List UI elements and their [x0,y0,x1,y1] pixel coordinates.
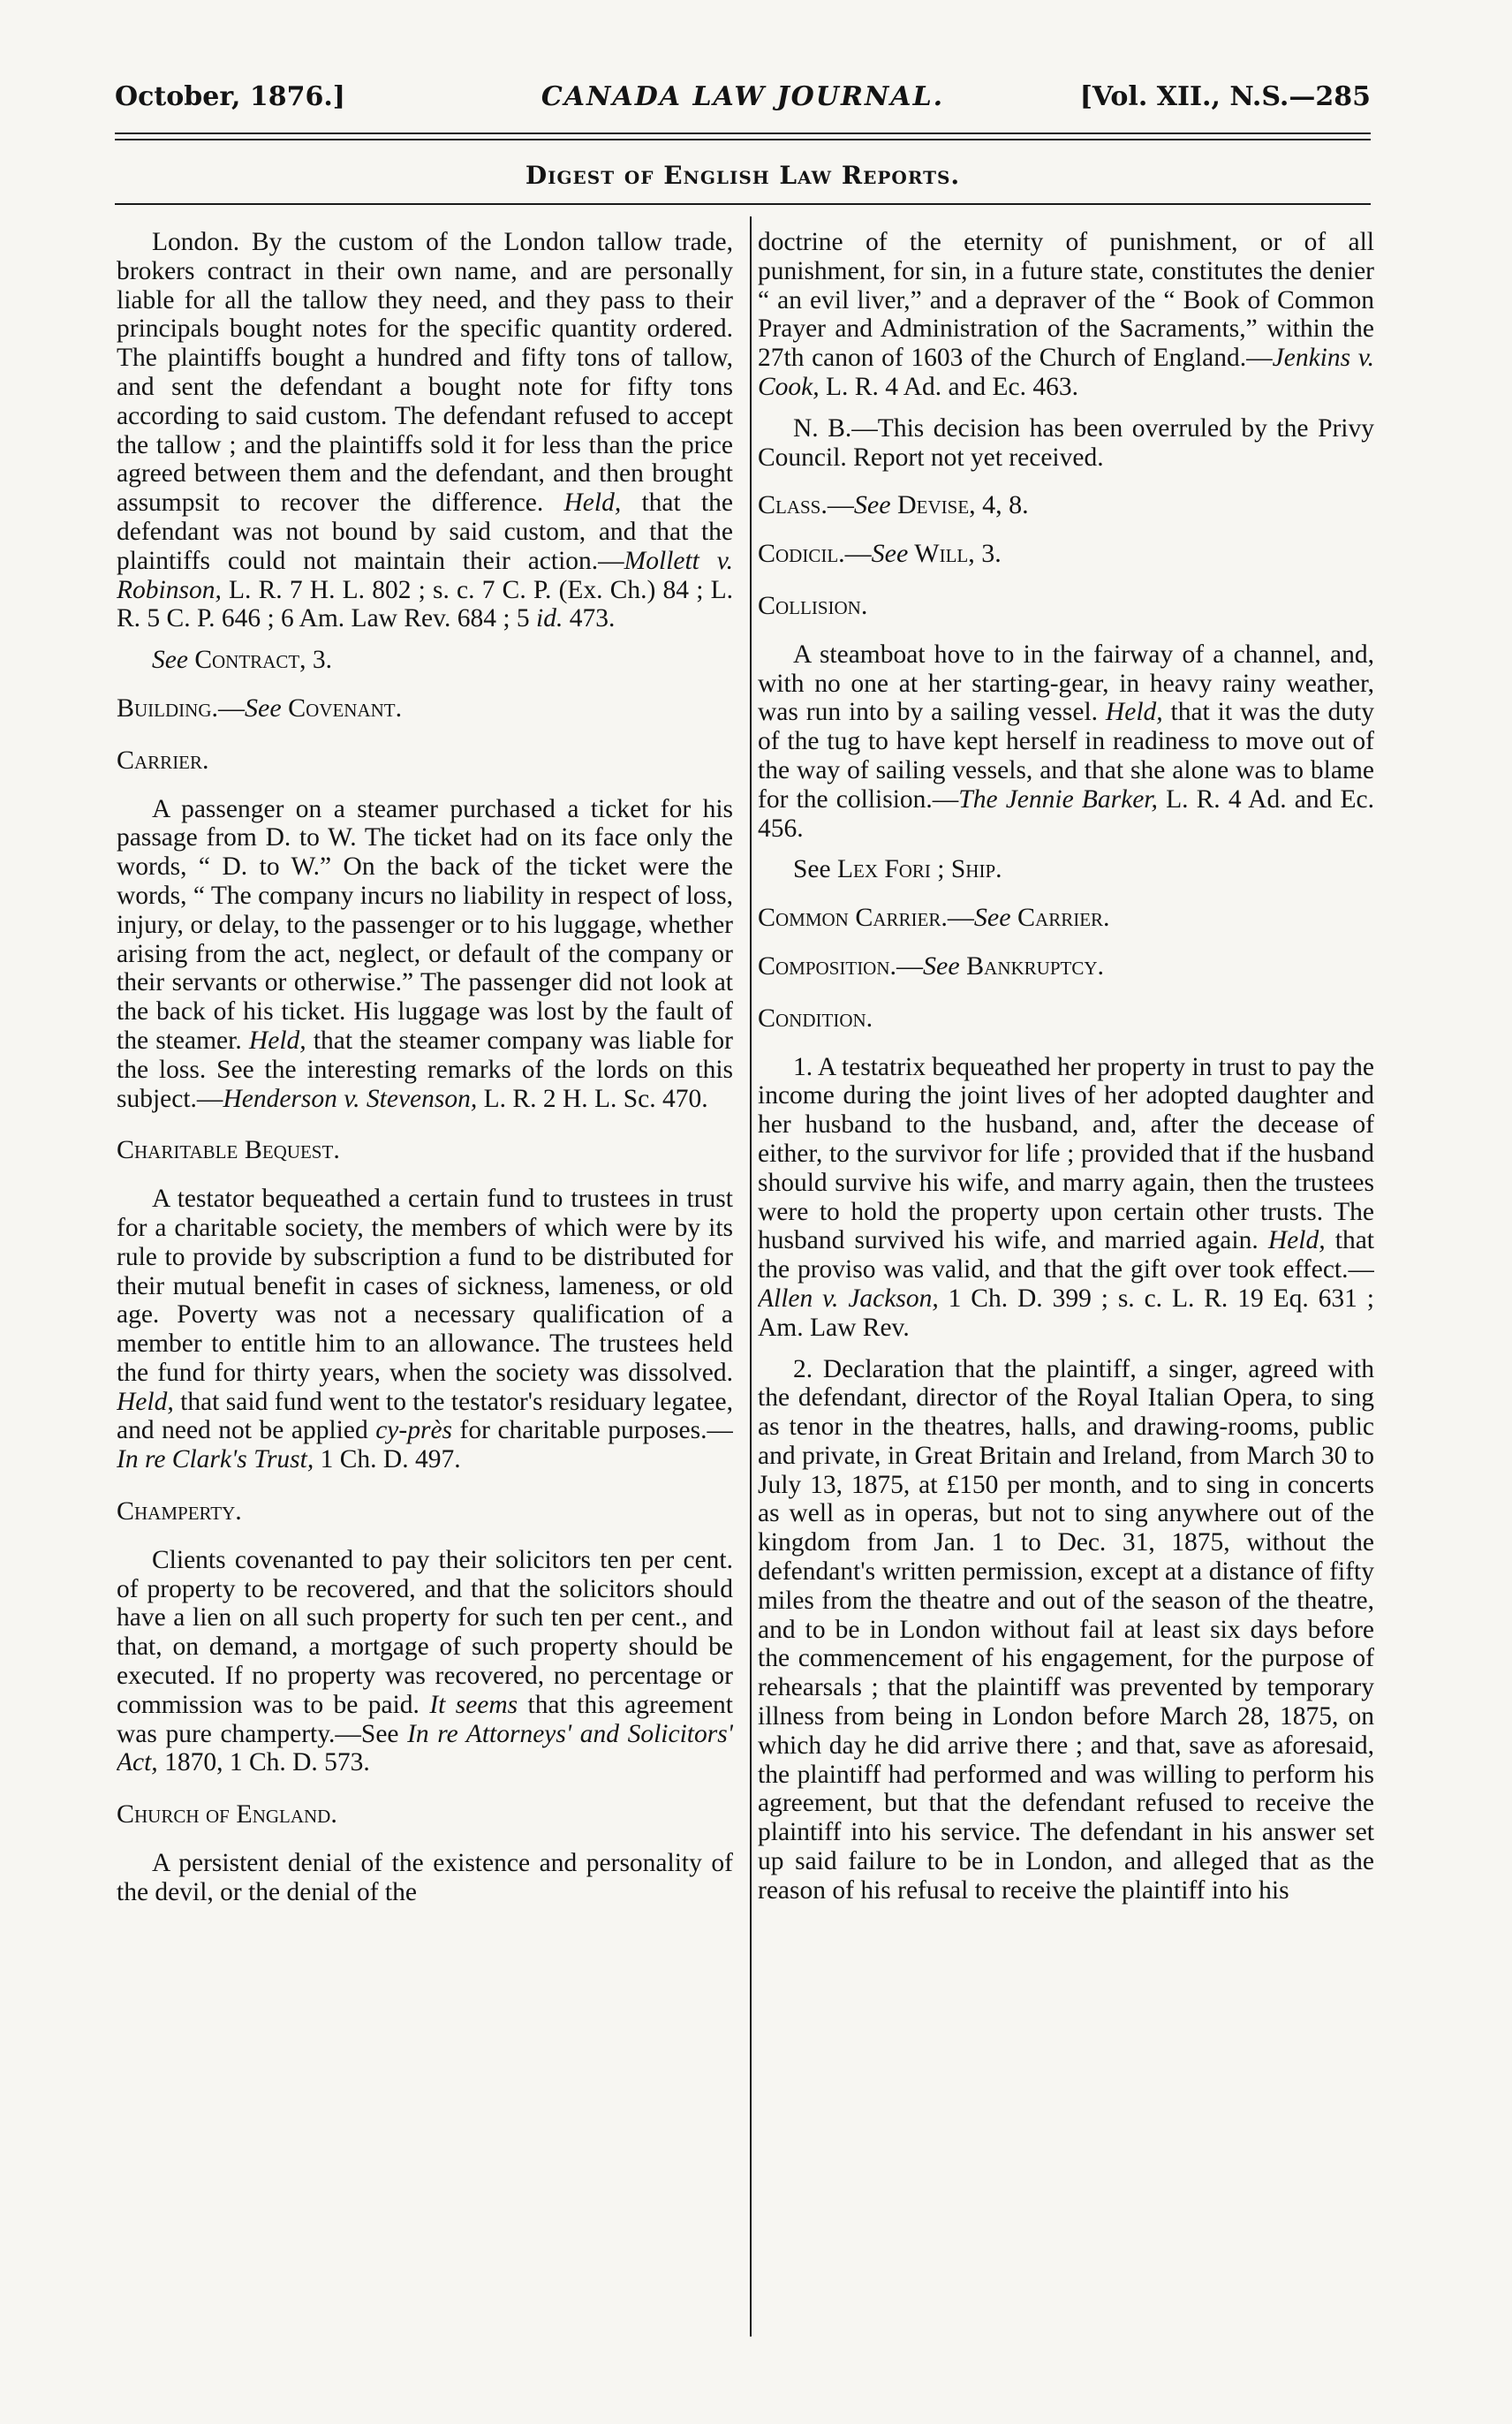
heading-condition: Condition. [758,1003,873,1033]
heading-collision: Collision. [758,590,868,620]
entry-church-of-england: A persistent denial of the existence and personality of the devil, or the denial of the [117,1849,733,1906]
entry-collision: A steamboat hove to in the fairway of a channel, and, with no one at her starting-gear, in heavy rainy weather, was run into by a sailing vessel. Held, that it was the duty of the tug to have kept herself in readiness to move out of the way of sailing vessels, and that she alone was to blame for the collision.—The Jennie Barker, L. R. 4 Ad. and Ec. 456. [758,640,1374,843]
entry-champerty: Clients covenanted to pay their solicitors ten per cent. of property to be recovered, and that the solicitors should have a lien on all such property for such ten per cent., and that, on demand, a mortgage of such property should be executed. If no property was recovered, no percentage or commission was to be paid. It seems that this agreement was pure champerty.—See In re Attorneys' and Solicitors' Act, 1870, 1 Ch. D. 573. [117,1545,733,1777]
header-volume: [Vol. XII., N.S.—285 [1079,81,1371,112]
header-rule-top [115,133,1371,134]
heading-building: Building.—See Covenant. [117,693,403,723]
section-title: Digest of English Law Reports. [525,161,961,190]
heading-composition: Composition.—See Bankruptcy. [758,951,1105,981]
heading-codicil: Codicil.—See Will, 3. [758,539,1002,569]
heading-charitable-bequest: Charitable Bequest. [117,1135,340,1165]
header-rule-bottom [115,139,1371,140]
heading-church-of-england: Church of England. [117,1799,337,1829]
heading-carrier: Carrier. [117,745,209,775]
see-contract: See Contract, 3. [152,646,333,675]
left-column [117,228,733,2348]
heading-champerty: Champerty. [117,1496,242,1526]
nota-bene: N. B.—This decision has been overruled by the Privy Council. Report not yet received. [758,413,1374,472]
entry-charitable-bequest: A testator bequeathed a certain fund to trustees in trust for a charitable society, the members of which were by its rule to provide by subscription a fund to be distributed for their mutual benefit in cases of sickness, lameness, or old age. Poverty was not a necessary qualification of a member to entitle him to an allowance. The trustees held the fund for thirty years, when the society was dissolved. Held, that said fund went to the testator's residuary legatee, and need not be applied cy-près for charitable purposes.—In re Clark's Trust, 1 Ch. D. 497. [117,1185,733,1474]
heading-class: Class.—See Devise, 4, 8. [758,490,1029,520]
running-head [115,81,1371,117]
entry-london-tallow: London. By the custom of the London tallow trade, brokers contract in their own name, and are personally liable for all the tallow they need, and they pass to their principals bought notes for the specific quantity ordered. The plaintiffs bought a hundred and fifty tons of tallow, and sent the defendant a bought note for fifty tons according to said custom. The defendant refused to accept the tallow ; and the plaintiffs sold it for less than the price agreed between them and the defendant, and then brought assumpsit to recover the difference. Held, that the defendant was not bound by said custom, and that the plaintiffs could not maintain their action.—Mollett v. Robinson, L. R. 7 H. L. 802 ; s. c. 7 C. P. (Ex. Ch.) 84 ; L. R. 5 C. P. 646 ; 6 Am. Law Rev. 684 ; 5 id. 473. [117,228,733,633]
right-column [758,228,1374,2348]
entry-carrier: A passenger on a steamer purchased a ticket for his passage from D. to W. The ticket had on its face only the words, “ D. to W.” On the back of the ticket were the words, “ The company incurs no liability in respect of loss, injury, or delay, to the passenger or to his luggage, whether arising from the act, neglect, or default of the company or their servants or otherwise.” The passenger did not look at the back of his ticket. His luggage was lost by the fault of the steamer. Held, that the steamer company was liable for the loss. See the interesting remarks of the lords on this subject.—Henderson v. Stevenson, L. R. 2 H. L. Sc. 470. [117,794,733,1113]
header-date: October, 1876.] [115,81,345,112]
entry-condition-1: 1. A testatrix bequeathed her property in trust to pay the income during the joint lives of her adopted daughter and her husband to the husband, and, after the decease of either, to the survivor for life ; provided that if the husband should survive his wife, and marry again, then the trustees were to hold the property upon certain other trusts. The husband survived his wife, and married again. Held, that the proviso was valid, and that the gift over took effect.—Allen v. Jackson, 1 Ch. D. 399 ; s. c. L. R. 19 Eq. 631 ; Am. Law Rev. [758,1052,1374,1342]
header-journal-title: CANADA LAW JOURNAL. [541,81,945,112]
section-rule [115,203,1371,205]
entry-condition-2: 2. Declaration that the plaintiff, a singer, agreed with the defendant, director of the Royal Italian Opera, to sing as tenor in the theatres, halls, and drawing-rooms, public and private, in Great Britain and Ireland, from March 30 to July 13, 1875, at £150 per month, and to sing in concerts as well as in operas, but not to sing anywhere out of the kingdom from Jan. 1 to Dec. 31, 1875, without the defendant's written permission, except at a distance of fifty miles from the theatre and out of the season of the theatre, and to be in London without fail at least six days before the commencement of his engagement, for the purpose of rehearsals ; that the plaintiff was prevented by temporary illness from being in London before March 28, 1875, on which day he did arrive there ; and that, save as aforesaid, the plaintiff had performed and was willing to perform his agreement, but that the defendant refused to receive the plaintiff into his service. The defendant in his answer set up said failure to be in London, and alleged that as the reason of his refusal to receive the plaintiff into his [758,1354,1374,1905]
see-lex-fori: See Lex Fori ; Ship. [793,855,1002,884]
heading-common-carrier: Common Carrier.—See Carrier. [758,903,1110,933]
entry-church-continued: doctrine of the eternity of punishment, or of all punishment, for sin, in a future state, constitutes the denier “ an evil liver,” and a depraver of the “ Book of Common Prayer and Administration of the Sacraments,” within the 27th canon of 1603 of the Church of England.—Jenkins v. Cook, L. R. 4 Ad. and Ec. 463. [758,228,1374,401]
column-divider [750,216,752,2337]
